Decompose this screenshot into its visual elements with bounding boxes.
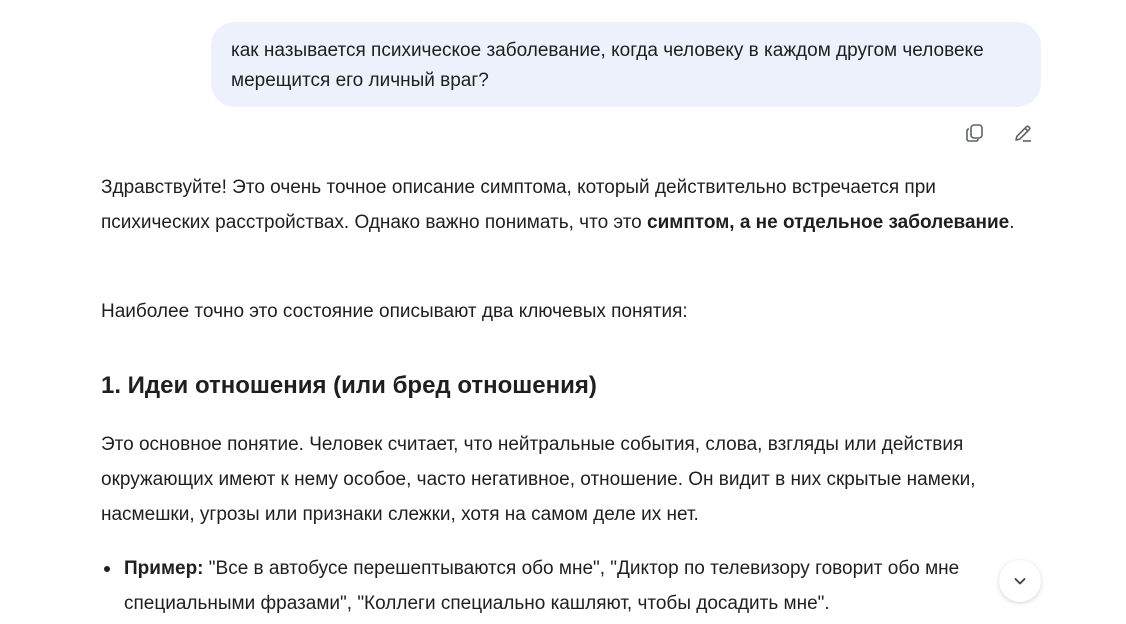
bullet-dot [104,566,110,572]
copy-button[interactable] [960,118,990,148]
message-actions [960,118,1040,148]
user-message-bubble [211,22,1041,107]
answer-p1-text: Здравствуйте! Это очень точное описание симптома, который действительно встречается при психических расстройствах. Однако важно понимать, что это [101,177,936,233]
answer-paragraph-3: Это основное понятие. Человек считает, что нейтральные события, слова, взгляды или действия окружающих имеют к нему особое, часто негативное, отношение. Он видит в них скрытые намеки, насмешки, угрозы или признаки слежки, хотя на самом деле их нет. [101,434,976,525]
answer-p1-bold: симптом, а не отдельное заболевание [647,212,1010,233]
user-message-text: как называется психическое заболевание, когда человеку в каждом другом человеке мерещится его личный враг? [231,40,984,91]
list-item [101,551,1041,621]
answer-bullet-list [101,551,1041,621]
bullet-text: "Все в автобусе перешептываются обо мне", "Диктор по телевизору говорит обо мне специальными фразами", "Коллеги специально кашляют, чтобы досадить мне". [124,558,960,614]
answer-paragraph-1 [101,170,1041,240]
answer-paragraph-2: Наиболее точно это состояние описывают два ключевых понятия: [101,301,688,322]
pencil-icon [1012,122,1034,144]
bullet-label: Пример: [124,558,204,579]
answer-p1-end: . [1009,212,1015,233]
scroll-down-button[interactable] [999,560,1041,602]
copy-icon [964,122,986,144]
chevron-down-icon [1012,573,1028,589]
answer-heading-1: 1. Идеи отношения (или бред отношения) [101,372,597,399]
edit-button[interactable] [1008,118,1038,148]
